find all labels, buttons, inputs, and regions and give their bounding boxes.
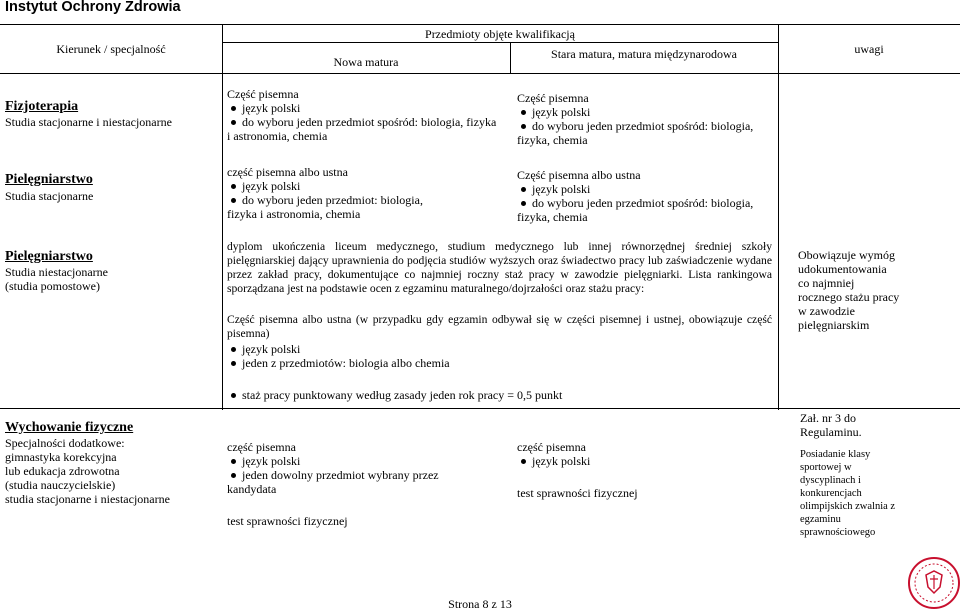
row-sub-wychowanie-fizyczne: Specjalności dodatkowe: gimnastyka korekcyjna lub edukacja zdrowotna (studia nauczycielskie) studia stacjonarne i niestacjonarne — [5, 436, 170, 506]
row-sub-pielegniarstwo-stacjonarne: Studia stacjonarne — [5, 189, 94, 203]
bullet-icon — [231, 473, 236, 478]
bullet-icon — [521, 459, 526, 464]
row-sub-fizjoterapia: Studia stacjonarne i niestacjonarne — [5, 115, 172, 129]
header-nowa-matura: Nowa matura — [333, 55, 399, 69]
page-number: Strona 8 z 13 — [448, 597, 512, 611]
row-name-pielegniarstwo-stacjonarne: Pielęgniarstwo — [5, 172, 93, 187]
header-przedmioty: Przedmioty objęte kwalifikacją — [425, 27, 575, 41]
nowa-fizjoterapia: Część pisemna język polski do wyboru jeden przedmiot spośród: biologia, fizyka i astronomia, chemia — [227, 87, 497, 143]
bullet-icon — [231, 393, 236, 398]
stara-wychowanie-fizyczne: część pisemna język polski — [517, 440, 591, 468]
bullet-icon — [231, 106, 236, 111]
paragraph-exam-form: Część pisemna albo ustna (w przypadku gdy egzamin odbywał się w części pisemnej i ustnej, obowiązuje część pisemna) — [227, 313, 772, 340]
paragraph-requirements: dyplom ukończenia liceum medycznego, studium medycznego lub innej równorzędnej średniej szkoły pielęgniarskiej dający uprawnienia do podjęcia studiów wyższych oraz świadectwo pracy lub zaświadczenie wydane przez zakład pracy, dokumentujące co najmniej roczny staż pracy w zawodzie pielęgniarki. Lista rankingowa sporządzana jest na podstawie ocen z egzaminu maturalnego/dojrzałości oraz stażu pracy: — [227, 240, 772, 295]
uwagi-pielegniarstwo: Obowiązuje wymóg udokumentowania co najmniej rocznego stażu pracy w zawodzie pielęgniarskim — [798, 248, 900, 332]
header-stara-matura: Stara matura, matura międzynarodowa — [551, 47, 737, 61]
bullet-icon — [231, 361, 236, 366]
bullet-icon — [231, 347, 236, 352]
uwagi-wf-zalacznik: Zał. nr 3 do Regulaminu. — [800, 411, 862, 439]
bullet-icon — [521, 124, 526, 129]
bullet-icon — [231, 184, 236, 189]
institute-title: Instytut Ochrony Zdrowia — [5, 0, 181, 15]
row-name-pielegniarstwo-niestacjonarne: Pielęgniarstwo — [5, 249, 93, 264]
stara-pielegniarstwo-stacjonarne: Część pisemna albo ustna język polski do wyboru jeden przedmiot spośród: biologia, fizyka, chemia — [517, 168, 754, 224]
bullet-icon — [521, 187, 526, 192]
bullet-icon — [521, 201, 526, 206]
stara-fizjoterapia: Część pisemna język polski do wyboru jeden przedmiot spośród: biologia, fizyka, chemia — [517, 91, 754, 147]
row-sub-pielegniarstwo-niestacjonarne: Studia niestacjonarne — [5, 265, 108, 279]
bullet-icon — [231, 198, 236, 203]
header-uwagi: uwagi — [854, 42, 884, 56]
table-border — [0, 24, 960, 25]
table-border — [0, 73, 960, 74]
uwagi-wf-zwolnienie: Posiadanie klasy sportowej w dyscyplinach i konkurencjach olimpijskich zwalnia z egzaminu sprawnościowego — [800, 449, 896, 538]
bullet-icon — [231, 459, 236, 464]
bullet-staz: staż pracy punktowany według zasady jeden rok pracy = 0,5 punkt — [227, 388, 562, 402]
row-name-wychowanie-fizyczne: Wychowanie fizyczne — [5, 420, 134, 435]
row-sub2-pielegniarstwo-niestacjonarne: (studia pomostowe) — [5, 279, 100, 293]
header-kierunek: Kierunek / specjalność — [56, 42, 166, 56]
table-border — [0, 408, 960, 409]
row-name-fizjoterapia: Fizjoterapia — [5, 99, 79, 114]
nowa-wychowanie-fizyczne: część pisemna język polski jeden dowolny przedmiot wybrany przez kandydata — [227, 440, 439, 496]
table-border — [778, 24, 779, 410]
bullet-icon — [231, 120, 236, 125]
table-border — [222, 42, 778, 43]
stara-wf-test: test sprawności fizycznej — [517, 486, 638, 500]
table-border — [222, 24, 223, 410]
bullet-icon — [521, 110, 526, 115]
nowa-wf-test: test sprawności fizycznej — [227, 514, 348, 528]
nowa-pielegniarstwo-stacjonarne: część pisemna albo ustna język polski do wyboru jeden przedmiot: biologia, fizyka i astronomia, chemia — [227, 165, 423, 221]
bullets-pielegniarstwo-niestacjonarne: język polski jeden z przedmiotów: biologia albo chemia — [227, 342, 450, 370]
